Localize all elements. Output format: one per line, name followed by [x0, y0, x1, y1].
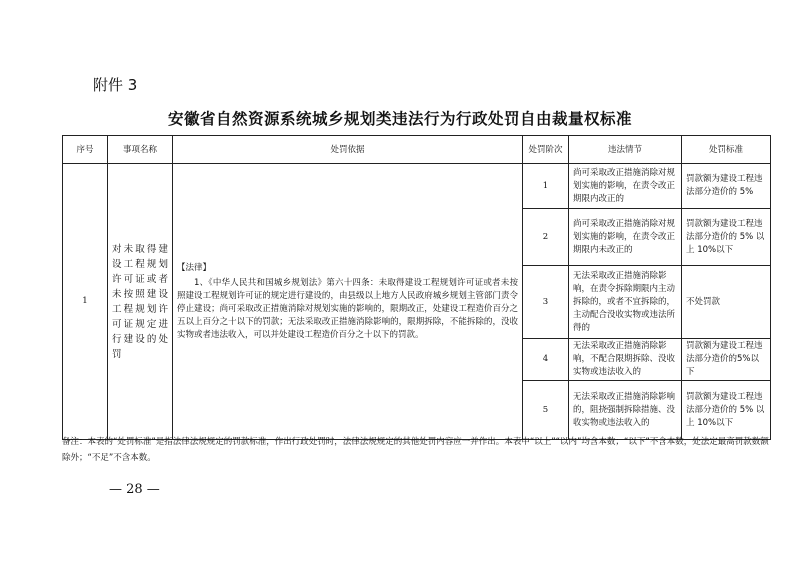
tier-circumstance: 无法采取改正措施消除影响，在责令拆除期限内主动拆除的，或者不宜拆除的，主动配合没收实物或违法所得的 [569, 266, 682, 339]
table-header-row [63, 136, 771, 164]
document-title: 安徽省自然资源系统城乡规划类违法行为行政处罚自由裁量权标准 [167, 110, 632, 128]
tier-standard: 罚款额为建设工程违法部分造价的 5% 以上 10%以下 [682, 209, 771, 266]
tier-standard: 罚款额为建设工程违法部分造价的5%以下 [682, 339, 771, 381]
appendix-label: 附件 3 [93, 76, 138, 94]
page-number: — 28 — [109, 482, 160, 497]
tier-standard: 罚款额为建设工程违法部分造价的 5% [682, 164, 771, 209]
penalty-standard-table [62, 135, 771, 440]
tier-standard: 不处罚款 [682, 266, 771, 339]
header-circumstance: 违法情节 [569, 136, 682, 164]
row-item-name: 对未取得建设工程规划许可证或者未按照建设工程规划许可证规定进行建设的处罚 [108, 164, 173, 440]
tier-step: 1 [523, 164, 569, 209]
header-item-name: 事项名称 [108, 136, 173, 164]
basis-text: 1、《中华人民共和国城乡规划法》第六十四条：未取得建设工程规划许可证或者未按照建设工程规划许可证的规定进行建设的，由县级以上地方人民政府城乡规划主管部门责令停止建设；尚可采取改正措施消除对规划实施的影响的，限期改正，处建设工程造价百分之五以上百分之十以下的罚款；无法采取改正措施消除影响的，限期拆除，不能拆除的，没收实物或者违法收入，可以并处建设工程造价百分之十以下的罚款。 [177, 277, 518, 340]
basis-heading: 【法律】 [177, 262, 212, 273]
tier-circumstance: 尚可采取改正措施消除对规划实施的影响，在责令改正期限内未改正的 [569, 209, 682, 266]
tier-circumstance: 无法采取改正措施消除影响，不配合限期拆除、没收实物或违法收入的 [569, 339, 682, 381]
header-penalty-step: 处罚阶次 [523, 136, 569, 164]
tier-step: 2 [523, 209, 569, 266]
table-row [63, 164, 771, 209]
tier-step: 3 [523, 266, 569, 339]
header-penalty-standard: 处罚标准 [682, 136, 771, 164]
table-footnote: 备注：本表的“处罚标准”是指法律法规规定的罚款标准，作出行政处罚时，法律法规规定的其他处罚内容应一并作出。本表中“以上”“以内”均含本数；“以下”不含本数，处法定最高罚款数额除外；“不足”不含本数。 [62, 437, 769, 463]
row-penalty-basis [173, 164, 523, 440]
tier-circumstance: 无法采取改正措施消除影响的，阻挠强制拆除措施、没收实物或违法收入的 [569, 381, 682, 440]
row-seq: 1 [63, 164, 108, 440]
header-penalty-basis: 处罚依据 [173, 136, 523, 164]
header-seq: 序号 [63, 136, 108, 164]
tier-step: 4 [523, 339, 569, 381]
tier-step: 5 [523, 381, 569, 440]
tier-circumstance: 尚可采取改正措施消除对规划实施的影响，在责令改正期限内改正的 [569, 164, 682, 209]
tier-standard: 罚款额为建设工程违法部分造价的 5% 以上 10%以下 [682, 381, 771, 440]
